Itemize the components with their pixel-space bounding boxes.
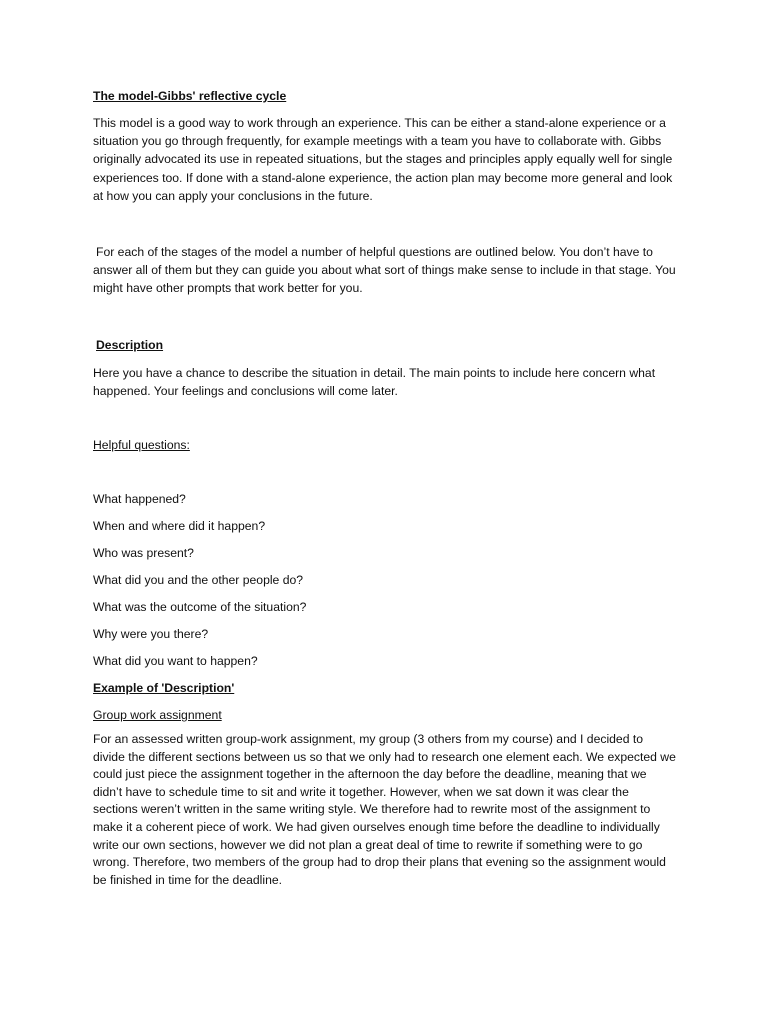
helpful-questions-heading: Helpful questions: [93,438,190,453]
questions-list [93,491,676,669]
document-title: The model-Gibbs' reflective cycle [93,89,287,103]
intro-paragraph: This model is a good way to work through an experience. This can be either a stand-alone experience or a situation you go through frequently, for example meetings with a team you have to collaborate with. Gibbs originally advocated its use in repeated situations, but the stages and principles apply equally well for single experiences too. If done with a stand-alone experience, the action plan may become more general and look at how you can apply your conclusions in the future. [93,116,673,203]
example-paragraph: For an assessed written group-work assignment, my group (3 others from my course) and I decided to divide the different sections between us so that we only had to research one element each. We expected we could just piece the assignment together in the afternoon the day before the deadline, meaning that we didn’t have to schedule time to sit and write it together. However, when we sat down it was clear the sections weren’t written in the same writing style. We therefore had to rewrite most of the assignment to make it a coherent piece of work. We had given ourselves enough time before the deadline to individually write our own sections, however we did not plan a great deal of time to rewrite if something were to go wrong. Therefore, two members of the group had to drop their plans that evening so the assignment would be finished in time for the deadline. [93,732,676,887]
list-item: What happened? [93,492,186,507]
stages-paragraph: For each of the stages of the model a number of helpful questions are outlined below. You don’t have to answer all of them but they can guide you about what sort of things make sense to include in that stage. You might have other prompts that work better for you. [93,245,676,296]
example-subheading: Group work assignment [93,708,222,723]
list-item: Why were you there? [93,627,209,642]
list-item: Who was present? [93,546,194,561]
description-paragraph: Here you have a chance to describe the situation in detail. The main points to include here concern what happened. Your feelings and conclusions will come later. [93,365,656,398]
example-heading: Example of 'Description' [93,681,235,696]
list-item: When and where did it happen? [93,519,266,534]
description-heading: Description [96,337,164,352]
list-item: What was the outcome of the situation? [93,600,307,615]
list-item: What did you and the other people do? [93,573,304,588]
list-item: What did you want to happen? [93,654,258,669]
